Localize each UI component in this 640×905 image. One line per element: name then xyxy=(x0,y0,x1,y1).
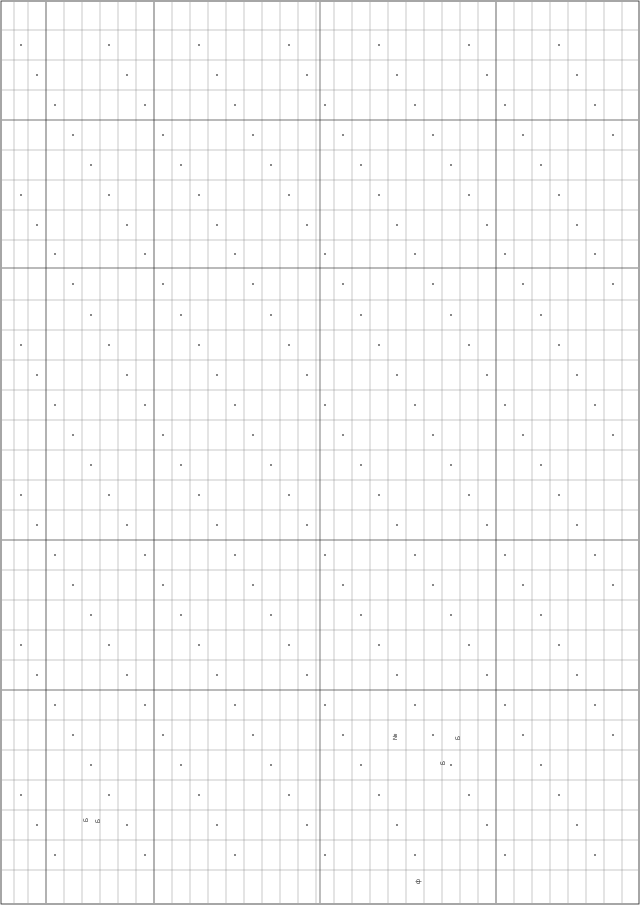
cell-dot xyxy=(144,554,146,556)
cell-dot xyxy=(468,194,470,196)
cell-dot xyxy=(594,554,596,556)
cell-dot xyxy=(540,314,542,316)
cell-dot xyxy=(20,344,22,346)
cell-dot xyxy=(72,283,74,285)
cell-dot xyxy=(342,584,344,586)
cell-dot xyxy=(432,584,434,586)
cell-dot xyxy=(252,584,254,586)
cell-dot xyxy=(108,44,110,46)
cell-dot xyxy=(162,734,164,736)
cell-dot xyxy=(576,224,578,226)
cell-dot xyxy=(558,644,560,646)
cell-dot xyxy=(432,734,434,736)
cell-dot xyxy=(378,194,380,196)
cell-dot xyxy=(20,44,22,46)
cell-dot xyxy=(54,404,56,406)
cell-dot xyxy=(306,524,308,526)
cell-dot xyxy=(180,164,182,166)
cell-dot xyxy=(432,434,434,436)
cell-dot xyxy=(162,134,164,136)
cell-dot xyxy=(288,344,290,346)
cell-dot xyxy=(54,104,56,106)
cell-dot xyxy=(126,524,128,526)
cell-dot xyxy=(162,434,164,436)
cell-dot xyxy=(20,194,22,196)
cell-dot xyxy=(378,794,380,796)
cell-dot xyxy=(486,74,488,76)
cell-dot xyxy=(468,644,470,646)
cell-dot xyxy=(468,494,470,496)
cell-dot xyxy=(540,764,542,766)
cell-dot xyxy=(288,44,290,46)
cell-dot xyxy=(342,134,344,136)
cell-dot xyxy=(324,253,326,255)
cell-dot xyxy=(126,374,128,376)
cell-dot xyxy=(612,134,614,136)
cell-dot xyxy=(234,253,236,255)
mark-6: Б xyxy=(456,736,462,740)
cell-dot xyxy=(540,464,542,466)
cell-dot xyxy=(450,164,452,166)
cell-dot xyxy=(432,283,434,285)
cell-dot xyxy=(252,134,254,136)
cell-dot xyxy=(306,74,308,76)
cell-dot xyxy=(20,644,22,646)
cell-dot xyxy=(108,644,110,646)
cell-dot xyxy=(450,614,452,616)
cell-dot xyxy=(594,104,596,106)
mark-5: Б xyxy=(441,761,447,765)
cell-dot xyxy=(432,134,434,136)
cell-dot xyxy=(180,314,182,316)
cell-dot xyxy=(414,704,416,706)
cell-dot xyxy=(324,854,326,856)
cell-dot xyxy=(54,554,56,556)
cell-dot xyxy=(414,854,416,856)
cell-dot xyxy=(216,74,218,76)
cell-dot xyxy=(72,134,74,136)
cell-dot xyxy=(36,524,38,526)
cell-dot xyxy=(36,824,38,826)
cell-dot xyxy=(288,494,290,496)
cell-dot xyxy=(486,224,488,226)
cell-dot xyxy=(108,344,110,346)
mark-2: ф xyxy=(416,879,422,884)
cell-dot xyxy=(306,824,308,826)
cell-dot xyxy=(486,674,488,676)
cell-dot xyxy=(468,794,470,796)
cell-dot xyxy=(324,704,326,706)
cell-dot xyxy=(504,253,506,255)
cell-dot xyxy=(576,374,578,376)
cell-dot xyxy=(36,74,38,76)
cell-dot xyxy=(144,854,146,856)
cell-dot xyxy=(288,794,290,796)
cell-dot xyxy=(558,494,560,496)
mark-1: Б xyxy=(84,818,90,822)
cell-dot xyxy=(378,344,380,346)
cell-dot xyxy=(378,494,380,496)
cell-dot xyxy=(180,614,182,616)
cell-dot xyxy=(198,494,200,496)
cell-dot xyxy=(216,824,218,826)
cell-dot xyxy=(414,104,416,106)
cell-dot xyxy=(324,404,326,406)
cell-dot xyxy=(234,554,236,556)
cell-dot xyxy=(396,74,398,76)
cell-dot xyxy=(414,253,416,255)
cell-dot xyxy=(576,674,578,676)
cell-dot xyxy=(126,824,128,826)
cell-dot xyxy=(144,253,146,255)
cell-dot xyxy=(486,824,488,826)
cell-dot xyxy=(288,644,290,646)
cell-dot xyxy=(414,404,416,406)
cell-dot xyxy=(288,194,290,196)
cell-dot xyxy=(162,584,164,586)
cell-dot xyxy=(504,704,506,706)
cell-dot xyxy=(90,314,92,316)
cell-dot xyxy=(450,314,452,316)
cell-dot xyxy=(468,344,470,346)
cell-dot xyxy=(378,644,380,646)
cell-dot xyxy=(90,164,92,166)
cell-dot xyxy=(234,404,236,406)
cell-dot xyxy=(504,554,506,556)
mark-3: № xyxy=(393,733,399,740)
cell-dot xyxy=(198,794,200,796)
cell-dot xyxy=(540,614,542,616)
cell-dot xyxy=(270,464,272,466)
cell-dot xyxy=(144,104,146,106)
cell-dot xyxy=(360,314,362,316)
cell-dot xyxy=(522,734,524,736)
cell-dot xyxy=(486,374,488,376)
mark-4: Б xyxy=(96,819,102,823)
cell-dot xyxy=(612,584,614,586)
cell-dot xyxy=(306,374,308,376)
cell-dot xyxy=(396,524,398,526)
cell-dot xyxy=(522,434,524,436)
cell-dot xyxy=(126,74,128,76)
cell-dot xyxy=(270,314,272,316)
cell-dot xyxy=(36,674,38,676)
cell-dot xyxy=(378,44,380,46)
cell-dot xyxy=(558,794,560,796)
cell-dot xyxy=(270,614,272,616)
cell-dot xyxy=(342,434,344,436)
cell-dot xyxy=(54,704,56,706)
cell-dot xyxy=(504,404,506,406)
cell-dot xyxy=(108,494,110,496)
cell-dot xyxy=(198,194,200,196)
cell-dot xyxy=(306,224,308,226)
cell-dot xyxy=(72,434,74,436)
cell-dot xyxy=(612,734,614,736)
cell-dot xyxy=(108,194,110,196)
cell-dot xyxy=(576,74,578,76)
cell-dot xyxy=(198,44,200,46)
cell-dot xyxy=(396,824,398,826)
cell-dot xyxy=(72,584,74,586)
cell-dot xyxy=(252,283,254,285)
cell-dot xyxy=(558,194,560,196)
cell-dot xyxy=(270,764,272,766)
cell-dot xyxy=(216,224,218,226)
cell-dot xyxy=(576,824,578,826)
cell-dot xyxy=(504,854,506,856)
cell-dot xyxy=(54,253,56,255)
cell-dot xyxy=(504,104,506,106)
cell-dot xyxy=(36,224,38,226)
cell-dot xyxy=(306,674,308,676)
cell-dot xyxy=(180,764,182,766)
cell-dot xyxy=(72,734,74,736)
cell-dot xyxy=(450,764,452,766)
cell-dot xyxy=(558,344,560,346)
cell-dot xyxy=(198,644,200,646)
cell-dot xyxy=(216,374,218,376)
cell-dot xyxy=(522,584,524,586)
cell-dot xyxy=(540,164,542,166)
cell-dot xyxy=(90,614,92,616)
cell-dot xyxy=(126,674,128,676)
cell-dot xyxy=(20,794,22,796)
cell-dot xyxy=(594,704,596,706)
cell-dot xyxy=(216,674,218,676)
cell-dot xyxy=(324,554,326,556)
cell-dot xyxy=(198,344,200,346)
cell-dot xyxy=(180,464,182,466)
cell-dot xyxy=(54,854,56,856)
cell-dot xyxy=(468,44,470,46)
cell-dot xyxy=(252,734,254,736)
cell-dot xyxy=(396,224,398,226)
cell-dot xyxy=(558,44,560,46)
cell-dot xyxy=(342,734,344,736)
cell-dot xyxy=(396,674,398,676)
cell-dot xyxy=(342,283,344,285)
cell-dot xyxy=(360,764,362,766)
cell-dot xyxy=(594,253,596,255)
cell-dot xyxy=(144,404,146,406)
cell-dot xyxy=(216,524,218,526)
cell-dot xyxy=(612,283,614,285)
cell-dot xyxy=(234,104,236,106)
cell-dot xyxy=(20,494,22,496)
cell-dot xyxy=(486,524,488,526)
cell-dot xyxy=(360,614,362,616)
cell-dot xyxy=(522,134,524,136)
cell-dot xyxy=(594,404,596,406)
cell-dot xyxy=(108,794,110,796)
cell-dot xyxy=(90,764,92,766)
cell-dot xyxy=(396,374,398,376)
cell-dot xyxy=(270,164,272,166)
cell-dot xyxy=(450,464,452,466)
cell-dot xyxy=(144,704,146,706)
cell-dot xyxy=(126,224,128,226)
cell-dot xyxy=(594,854,596,856)
cell-dot xyxy=(252,434,254,436)
cell-dot xyxy=(234,704,236,706)
cell-dot xyxy=(234,854,236,856)
cell-dot xyxy=(162,283,164,285)
cell-dot xyxy=(90,464,92,466)
cell-dot xyxy=(612,434,614,436)
cell-dot xyxy=(360,464,362,466)
cell-dot xyxy=(414,554,416,556)
cell-dot xyxy=(522,283,524,285)
cell-dot xyxy=(360,164,362,166)
cell-dot xyxy=(576,524,578,526)
cell-dot xyxy=(324,104,326,106)
cell-dot xyxy=(36,374,38,376)
